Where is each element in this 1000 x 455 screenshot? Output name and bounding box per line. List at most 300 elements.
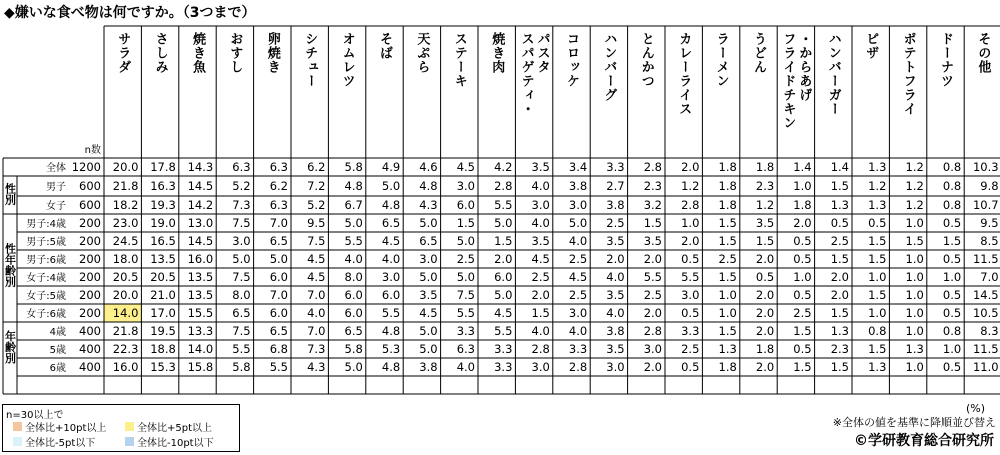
value-cell: 3.0 [606,360,625,374]
value-cell: 2.0 [643,306,662,320]
column-header: ピザ [863,32,879,60]
legend-swatch [13,422,22,431]
value-cell: 1.2 [905,179,924,193]
value-cell: 14.0 [187,342,214,356]
value-cell: 1.2 [681,179,700,193]
legend-item-label: 全体比+10pt以上 [25,423,107,434]
value-cell: 20.5 [150,270,176,284]
value-cell: 5.0 [419,342,438,356]
row-n: 400 [79,324,101,338]
legend-item-minus5 [13,434,95,449]
value-cell: 5.5 [494,198,513,212]
value-cell: 3.5 [531,234,550,248]
value-cell: 1.2 [755,198,775,212]
value-cell: 1.0 [905,324,924,338]
row-n: 400 [79,360,101,374]
value-cell: 4.8 [381,324,401,338]
value-cell: 1.2 [905,198,924,212]
value-cell: 1.5 [830,306,849,320]
value-cell: 3.5 [606,342,625,356]
value-cell: 6.2 [307,160,326,174]
value-cell: 3.5 [531,160,550,174]
value-cell: 2.5 [830,234,849,248]
value-cell: 1.0 [905,252,924,266]
sort-note: ※全体の値を基準に降順並び替え [832,416,996,429]
value-cell: 5.0 [419,216,438,230]
column-header: オムレツ [339,32,355,88]
value-cell: 2.7 [606,179,625,193]
value-cell: 6.0 [269,306,288,320]
value-cell: 5.0 [568,216,588,230]
value-cell: 1.0 [793,179,812,193]
value-cell: 1.0 [718,306,737,320]
value-cell: 5.8 [344,160,363,174]
column-header: シチュー [302,32,318,88]
column-header: カレーライス [676,32,692,116]
value-cell: 19.3 [150,198,176,212]
value-cell: 1.5 [494,234,513,248]
value-cell: 0.5 [681,252,700,266]
value-cell: 3.8 [419,360,438,374]
value-cell: 6.0 [344,306,363,320]
value-cell: 0.8 [942,179,962,193]
value-cell: 1.8 [755,342,775,356]
value-cell: 16.5 [150,234,176,248]
value-cell: 0.8 [942,324,962,338]
value-cell: 4.5 [307,252,326,266]
value-cell: 4.3 [307,360,326,374]
value-cell: 14.5 [972,288,999,302]
value-cell: 3.3 [456,324,475,338]
value-cell: 0.5 [681,360,700,374]
value-cell: 1.0 [718,288,737,302]
value-cell: 3.0 [531,198,550,212]
value-cell: 1.5 [868,342,887,356]
value-cell: 1.5 [830,179,849,193]
value-cell: 5.8 [232,360,251,374]
value-cell: 1.3 [868,160,887,174]
row-n: 200 [79,252,101,266]
value-cell: 6.3 [269,160,288,174]
value-cell: 1.3 [905,342,924,356]
value-cell: 4.5 [494,306,513,320]
value-cell: 2.5 [456,252,475,266]
value-cell: 14.2 [187,198,214,212]
column-header: 焼き肉 [489,32,505,74]
n-header: n数 [84,145,101,156]
value-cell: 4.0 [531,179,550,193]
value-cell: 0.8 [942,198,962,212]
value-cell: 4.8 [419,179,438,193]
value-cell: 16.0 [112,360,139,374]
value-cell: 9.5 [307,216,326,230]
value-cell: 0.5 [942,252,962,266]
value-cell: 6.5 [344,324,363,338]
value-cell: 2.0 [755,360,775,374]
value-cell: 2.5 [681,342,700,356]
row-n: 200 [79,306,101,320]
column-header: ・からあげ [796,32,812,102]
legend-item-plus10 [13,419,106,434]
row-n: 400 [79,342,101,356]
column-header: 卵焼き [264,32,280,74]
value-cell: 1.0 [905,270,924,284]
copyright: ©学研教育総合研究所 [854,433,994,449]
value-cell: 1.5 [793,324,812,338]
value-cell: 1.5 [718,216,737,230]
value-cell: 2.5 [793,306,812,320]
value-cell: 10.7 [972,198,999,212]
value-cell: 2.0 [681,234,700,248]
value-cell: 2.3 [643,179,662,193]
value-cell: 5.0 [344,360,363,374]
value-cell: 7.0 [980,270,999,284]
value-cell: 6.0 [456,198,475,212]
column-header: フライドチキン [780,32,796,130]
row-label: 女子 [46,201,66,212]
value-cell: 7.5 [232,270,251,284]
value-cell: 20.0 [112,160,139,174]
value-cell: 17.0 [150,306,176,320]
value-cell: 10.3 [972,160,999,174]
value-cell: 14.5 [187,179,214,193]
value-cell: 4.0 [568,324,588,338]
value-cell: 4.0 [381,252,401,266]
value-cell: 3.0 [681,288,700,302]
row-label: 5歳 [49,345,66,356]
value-cell: 4.0 [606,270,625,284]
value-cell: 3.0 [643,342,662,356]
legend-item-label: 全体比-5pt以下 [25,438,96,449]
column-header: とんかつ [638,32,654,88]
value-cell: 5.5 [643,270,662,284]
value-cell: 5.0 [269,252,288,266]
value-cell: 1.8 [718,179,737,193]
value-cell: 2.0 [643,252,662,266]
value-cell: 0.8 [942,160,962,174]
value-cell: 5.5 [681,270,700,284]
value-cell: 6.0 [269,270,288,284]
value-cell: 1.8 [718,198,737,212]
value-cell: 6.5 [381,216,401,230]
value-cell: 2.5 [568,288,588,302]
value-cell: 4.2 [494,160,513,174]
value-cell: 2.8 [643,324,662,338]
value-cell: 1.5 [830,360,849,374]
value-cell: 3.5 [755,216,775,230]
value-cell: 1.2 [905,160,924,174]
value-cell: 0.5 [830,216,849,230]
value-cell: 6.8 [269,342,288,356]
value-cell: 13.5 [187,270,214,284]
column-header: サラダ [115,32,131,74]
value-cell: 4.5 [531,252,550,266]
value-cell: 1.5 [942,234,962,248]
value-cell: 7.3 [232,198,251,212]
value-cell: 7.0 [307,288,326,302]
value-cell: 3.0 [456,179,475,193]
value-cell: 2.0 [755,306,775,320]
column-header: 天ぷら [414,32,430,74]
value-cell: 14.5 [187,234,214,248]
value-cell: 17.8 [150,160,176,174]
unit-label: (%) [966,402,986,415]
value-cell: 5.2 [307,198,326,212]
value-cell: 10.5 [972,306,999,320]
value-cell: 3.5 [643,234,662,248]
value-cell: 3.8 [606,324,625,338]
value-cell: 4.0 [456,360,475,374]
value-cell: 1.3 [868,198,887,212]
group-label: 性別 [3,183,17,205]
value-cell: 4.0 [531,324,550,338]
value-cell: 4.5 [419,306,438,320]
value-cell: 1.3 [868,360,887,374]
column-header: ポテトフライ [900,32,916,116]
row-label: 女子:5歳 [26,291,66,302]
value-cell: 1.4 [793,160,812,174]
value-cell: 0.5 [793,252,812,266]
row-n: 200 [79,288,101,302]
row-n: 1200 [71,160,101,174]
value-cell: 20.0 [112,288,139,302]
value-cell: 4.3 [419,198,438,212]
value-cell: 21.8 [112,179,139,193]
value-cell: 1.5 [905,234,924,248]
column-header: ラーメン [713,32,729,88]
value-cell: 3.3 [606,160,625,174]
value-cell: 1.5 [718,270,737,284]
value-cell: 2.3 [755,179,775,193]
value-cell: 1.3 [830,198,849,212]
value-cell: 5.3 [381,342,401,356]
value-cell: 1.0 [868,306,887,320]
value-cell: 4.5 [381,234,401,248]
value-cell: 15.5 [187,306,214,320]
value-cell: 2.3 [830,342,849,356]
value-cell: 9.5 [980,216,999,230]
value-cell: 1.2 [868,179,887,193]
column-header: ハンバーグ [601,32,617,102]
value-cell: 5.5 [232,342,251,356]
value-cell: 3.5 [606,288,625,302]
column-header: パスタ [534,32,550,74]
column-header: ドーナツ [938,32,953,88]
value-cell: 2.0 [531,288,550,302]
value-cell: 5.0 [494,216,513,230]
column-header: その他 [975,32,991,74]
value-cell: 5.0 [456,270,475,284]
value-cell: 18.2 [112,198,139,212]
value-cell: 0.5 [793,342,812,356]
legend-swatch [125,422,134,431]
row-label: 男子:4歳 [26,219,66,230]
value-cell: 5.0 [494,288,513,302]
value-cell: 4.5 [568,270,588,284]
value-cell: 5.8 [344,342,363,356]
value-cell: 6.3 [456,342,475,356]
value-cell: 18.8 [150,342,176,356]
value-cell: 11.5 [972,252,999,266]
value-cell: 4.0 [344,252,363,266]
column-header: コロッケ [564,32,579,88]
value-cell: 3.0 [568,306,588,320]
value-cell: 14.0 [112,306,139,320]
value-cell: 1.5 [643,216,662,230]
value-cell: 2.0 [606,252,625,266]
legend-item-plus5 [125,419,212,434]
value-cell: 1.5 [718,234,737,248]
value-cell: 1.5 [868,234,887,248]
page-title: ◆嫌いな食べ物は何ですか。（3つまで） [4,5,256,21]
row-label: 女子:4歳 [26,273,66,284]
value-cell: 4.5 [456,160,475,174]
value-cell: 3.0 [531,360,550,374]
value-cell: 7.0 [269,216,288,230]
value-cell: 1.0 [868,270,887,284]
value-cell: 1.3 [830,324,849,338]
value-cell: 1.5 [755,234,775,248]
legend-swatch [13,437,22,446]
value-cell: 13.0 [187,216,214,230]
value-cell: 3.0 [419,252,438,266]
value-cell: 5.0 [419,270,438,284]
value-cell: 2.8 [681,198,700,212]
row-label: 全体 [46,163,66,174]
value-cell: 7.5 [456,288,475,302]
value-cell: 18.0 [112,252,139,266]
value-cell: 2.0 [830,270,849,284]
value-cell: 4.6 [419,160,438,174]
value-cell: 8.0 [344,270,363,284]
value-cell: 1.5 [718,324,737,338]
value-cell: 14.3 [187,160,214,174]
value-cell: 1.0 [905,216,924,230]
value-cell: 7.0 [269,288,288,302]
value-cell: 1.0 [905,360,924,374]
value-cell: 2.0 [755,288,775,302]
value-cell: 7.5 [307,234,326,248]
value-cell: 22.3 [112,342,139,356]
row-label: 男子 [46,182,66,193]
value-cell: 3.0 [381,270,401,284]
value-cell: 5.5 [494,324,513,338]
row-label: 男子:5歳 [26,237,66,248]
value-cell: 5.5 [456,306,475,320]
value-cell: 3.3 [568,342,588,356]
value-cell: 1.4 [830,160,849,174]
value-cell: 5.0 [419,324,438,338]
value-cell: 11.5 [972,342,999,356]
value-cell: 4.0 [568,234,588,248]
value-cell: 1.0 [942,342,962,356]
value-cell: 3.8 [568,179,588,193]
value-cell: 1.5 [868,252,887,266]
value-cell: 3.8 [606,198,625,212]
value-cell: 0.5 [755,270,775,284]
value-cell: 1.5 [531,306,550,320]
legend-item-label: 全体比+5pt以上 [137,423,213,434]
legend-item-minus10 [125,434,214,449]
value-cell: 6.0 [344,288,363,302]
value-cell: 4.8 [381,360,401,374]
column-header: うどん [751,32,766,74]
value-cell: 3.3 [681,324,700,338]
value-cell: 21.0 [150,288,176,302]
value-cell: 11.0 [972,360,999,374]
value-cell: 5.0 [344,216,363,230]
value-cell: 8.5 [980,234,999,248]
value-cell: 4.8 [344,179,363,193]
legend-header: n=30以上で [6,410,64,421]
value-cell: 2.8 [494,179,513,193]
value-cell: 15.8 [187,360,214,374]
column-header: ハンバーガー [825,32,841,116]
value-cell: 6.3 [269,198,288,212]
value-cell: 0.5 [942,216,962,230]
value-cell: 6.2 [269,179,288,193]
value-cell: 1.0 [905,306,924,320]
value-cell: 0.5 [942,360,962,374]
value-cell: 2.5 [606,216,625,230]
value-cell: 13.3 [187,324,214,338]
value-cell: 6.5 [232,306,251,320]
row-n: 600 [79,179,101,193]
value-cell: 6.5 [419,234,438,248]
value-cell: 0.5 [793,288,812,302]
legend-swatch [125,437,134,446]
value-cell: 13.5 [187,288,214,302]
value-cell: 6.5 [269,324,288,338]
value-cell: 0.8 [868,324,887,338]
value-cell: 23.0 [112,216,139,230]
value-cell: 19.0 [150,216,176,230]
value-cell: 4.0 [307,306,326,320]
value-cell: 6.0 [381,288,401,302]
value-cell: 0.5 [942,306,962,320]
column-header: スパゲティ・ [518,32,534,116]
value-cell: 4.5 [307,270,326,284]
value-cell: 9.8 [980,179,999,193]
value-cell: 16.3 [150,179,176,193]
value-cell: 2.0 [643,360,662,374]
value-cell: 6.7 [344,198,363,212]
value-cell: 5.5 [269,360,288,374]
value-cell: 5.0 [381,179,401,193]
value-cell: 1.8 [793,198,812,212]
value-cell: 7.5 [232,324,251,338]
value-cell: 2.5 [568,252,588,266]
value-cell: 19.5 [150,324,176,338]
value-cell: 3.0 [232,234,251,248]
value-cell: 7.5 [232,216,251,230]
value-cell: 3.4 [568,160,588,174]
value-cell: 2.5 [718,252,737,266]
legend-item-label: 全体比-10pt以下 [137,438,214,449]
row-label: 男子:6歳 [26,255,66,266]
value-cell: 0.5 [681,306,700,320]
value-cell: 2.5 [531,270,550,284]
group-label: 性年齢別 [3,243,17,287]
value-cell: 5.5 [381,306,401,320]
row-n: 200 [79,234,101,248]
value-cell: 5.5 [344,234,363,248]
value-cell: 2.0 [494,252,513,266]
value-cell: 3.3 [494,342,513,356]
value-cell: 3.3 [494,360,513,374]
value-cell: 5.0 [232,252,251,266]
value-cell: 4.8 [381,198,401,212]
